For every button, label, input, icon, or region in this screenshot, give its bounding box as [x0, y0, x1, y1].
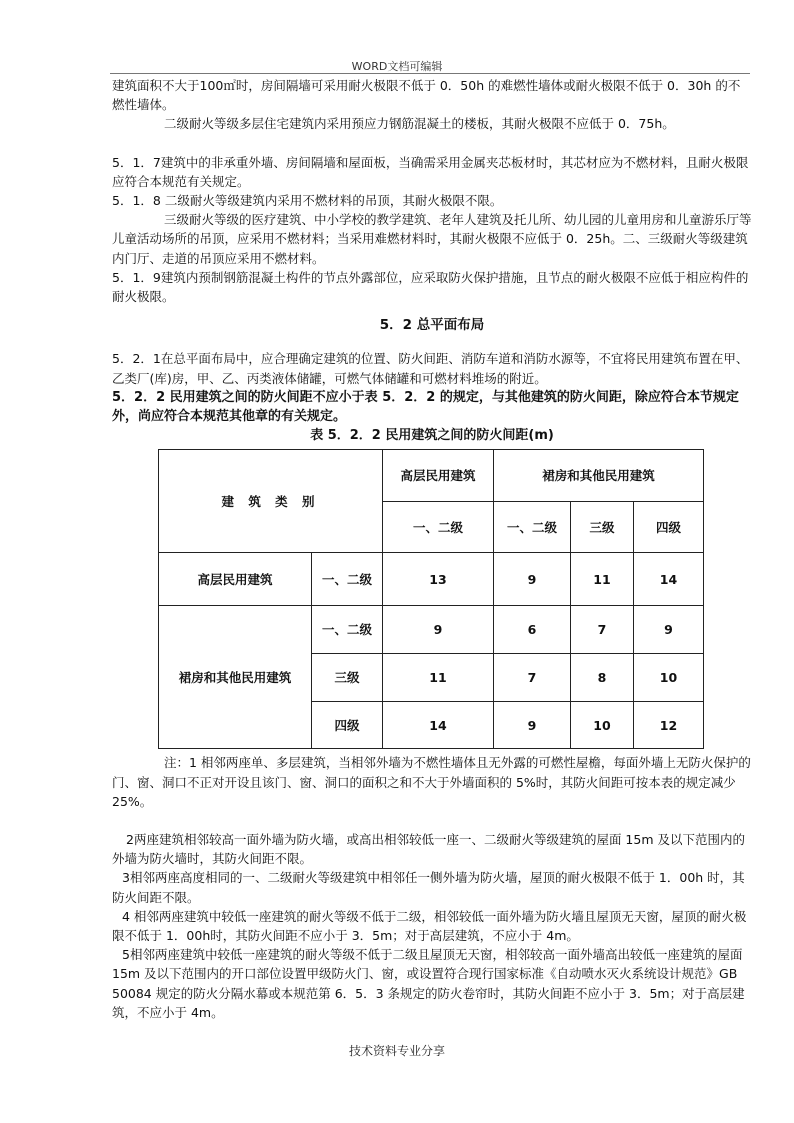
col-group-high-rise: 高层民用建筑	[383, 450, 494, 502]
clause-5-1-8: 5．1．8 二级耐火等级建筑内采用不燃材料的吊顶，其耐火极限不限。	[112, 193, 503, 209]
page-footer: 技术资料专业分享	[348, 1044, 445, 1058]
col-group-podium: 裙房和其他民用建筑	[494, 450, 704, 502]
table-cell: 14	[634, 553, 704, 606]
clause-5-1-9: 5．1．9建筑内预制钢筋混凝土构件的节点外露部位，应采取防火保护措施，且节点的耐火极限不应低于相应构件的耐火极限。	[112, 269, 749, 305]
table-row	[159, 553, 704, 606]
document-body	[112, 76, 752, 1022]
table-cell: 7	[494, 654, 571, 702]
table-cell: 10	[634, 654, 704, 702]
note-3: 3相邻两座高度相同的一、二级耐火等级建筑中相邻任一侧外墙为防火墙，屋顶的耐火极限不低于 1．00h 时，其防火间距不限。	[112, 870, 745, 905]
sub-col-header: 四级	[634, 502, 704, 553]
clause-5-2-1: 5．2．1在总平面布局中，应合理确定建筑的位置、防火间距、消防车道和消防水源等，不宜将民用建筑布置在甲、乙类厂(库)房，甲、乙、丙类液体储罐，可燃气体储罐和可燃材料堆场的附近。	[112, 351, 749, 386]
table-cell: 11	[383, 654, 494, 702]
table-cell: 12	[634, 702, 704, 749]
sub-col-header: 三级	[571, 502, 634, 553]
note-2: 2两座建筑相邻较高一面外墙为防火墙，或高出相邻较低一座一、二级耐火等级建筑的屋面 15m 及以下范围内的外墙为防火墙时，其防火间距不限。	[112, 832, 745, 867]
row-grade: 一、二级	[312, 606, 383, 654]
table-cell: 6	[494, 606, 571, 654]
table-cell: 9	[494, 702, 571, 749]
note-1: 注：1 相邻两座单、多层建筑，当相邻外墙为不燃性墙体且无外露的可燃性屋檐，每面外墙上无防火保护的门、窗、洞口不正对开设且该门、窗、洞口的面积之和不大于外墙面积的 5%时，其防火间距可按本表的规定减少 25%。	[112, 755, 751, 809]
sub-col-header: 一、二级	[383, 502, 494, 553]
table-cell: 14	[383, 702, 494, 749]
row-group-podium: 裙房和其他民用建筑	[159, 606, 312, 749]
table-cell: 7	[571, 606, 634, 654]
paragraph: 二级耐火等级多层住宅建筑内采用预应力钢筋混凝土的楼板，其耐火极限不应低于 0．75h。	[164, 116, 675, 132]
clause-5-1-7: 5．1．7建筑中的非承重外墙、房间隔墙和屋面板，当确需采用金属夹芯板材时，其芯材应为不燃材料，且耐火极限应符合本规范有关规定。	[112, 154, 749, 189]
page-header: WORD文档可编辑	[351, 60, 443, 73]
paragraph: 建筑面积不大于100㎡时，房间隔墙可采用耐火极限不低于 0．50h 的难燃性墙体或耐火极限不低于 0．30h 的不燃性墙体。	[112, 78, 741, 113]
table-cell: 13	[383, 553, 494, 606]
table-cell: 11	[571, 553, 634, 606]
fire-distance-table	[158, 449, 704, 749]
note-5: 5相邻两座建筑中较低一座建筑的耐火等级不低于二级且屋顶无天窗，相邻较高一面外墙高出较低一座建筑的屋面 15m 及以下范围内的开口部位设置甲级防火门、窗，或设置符合现行国家标准《自动喷水灭火系统设计规范》GB 50084 规定的防火分隔水幕或本规范第 6．5．3 条规定的防火卷帘时，其防火间距不应小于 3．5m；对于高层建筑，不应小于 4m。	[112, 947, 745, 1020]
table-cell: 9	[383, 606, 494, 654]
row-grade: 三级	[312, 654, 383, 702]
header-rule	[110, 73, 750, 74]
table-cell: 9	[634, 606, 704, 654]
table-cell: 10	[571, 702, 634, 749]
row-grade: 一、二级	[312, 553, 383, 606]
clause-5-2-2: 5．2．2 民用建筑之间的防火间距不应小于表 5．2．2 的规定，与其他建筑的防火间距，除应符合本节规定外，尚应符合本规范其他章的有关规定。	[112, 389, 739, 425]
table-notes	[112, 753, 752, 1022]
row-group-high-rise: 高层民用建筑	[159, 553, 312, 606]
paragraph: 三级耐火等级的医疗建筑、中小学校的教学建筑、老年人建筑及托儿所、幼儿园的儿童用房和儿童游乐厅等儿童活动场所的吊顶，应采用不燃材料；当采用难燃材料时，其耐火极限不应低于 0．25h。二、三级耐火等级建筑内门厅、走道的吊顶应采用不燃材料。	[112, 212, 752, 266]
table-corner-header: 建 筑 类 别	[159, 450, 383, 553]
section-heading: 5．2 总平面布局	[379, 317, 485, 334]
table-row	[159, 606, 704, 654]
note-4: 4 相邻两座建筑中较低一座建筑的耐火等级不低于二级，相邻较低一面外墙为防火墙且屋顶无天窗，屋顶的耐火极限不低于 1．00h时，其防火间距不应小于 3．5m；对于高层建筑，不应小于 4m。	[112, 908, 747, 944]
row-grade: 四级	[312, 702, 383, 749]
sub-col-header: 一、二级	[494, 502, 571, 553]
table-caption: 表 5．2．2 民用建筑之间的防火间距(m)	[310, 428, 554, 444]
table-cell: 8	[571, 654, 634, 702]
table-cell: 9	[494, 553, 571, 606]
